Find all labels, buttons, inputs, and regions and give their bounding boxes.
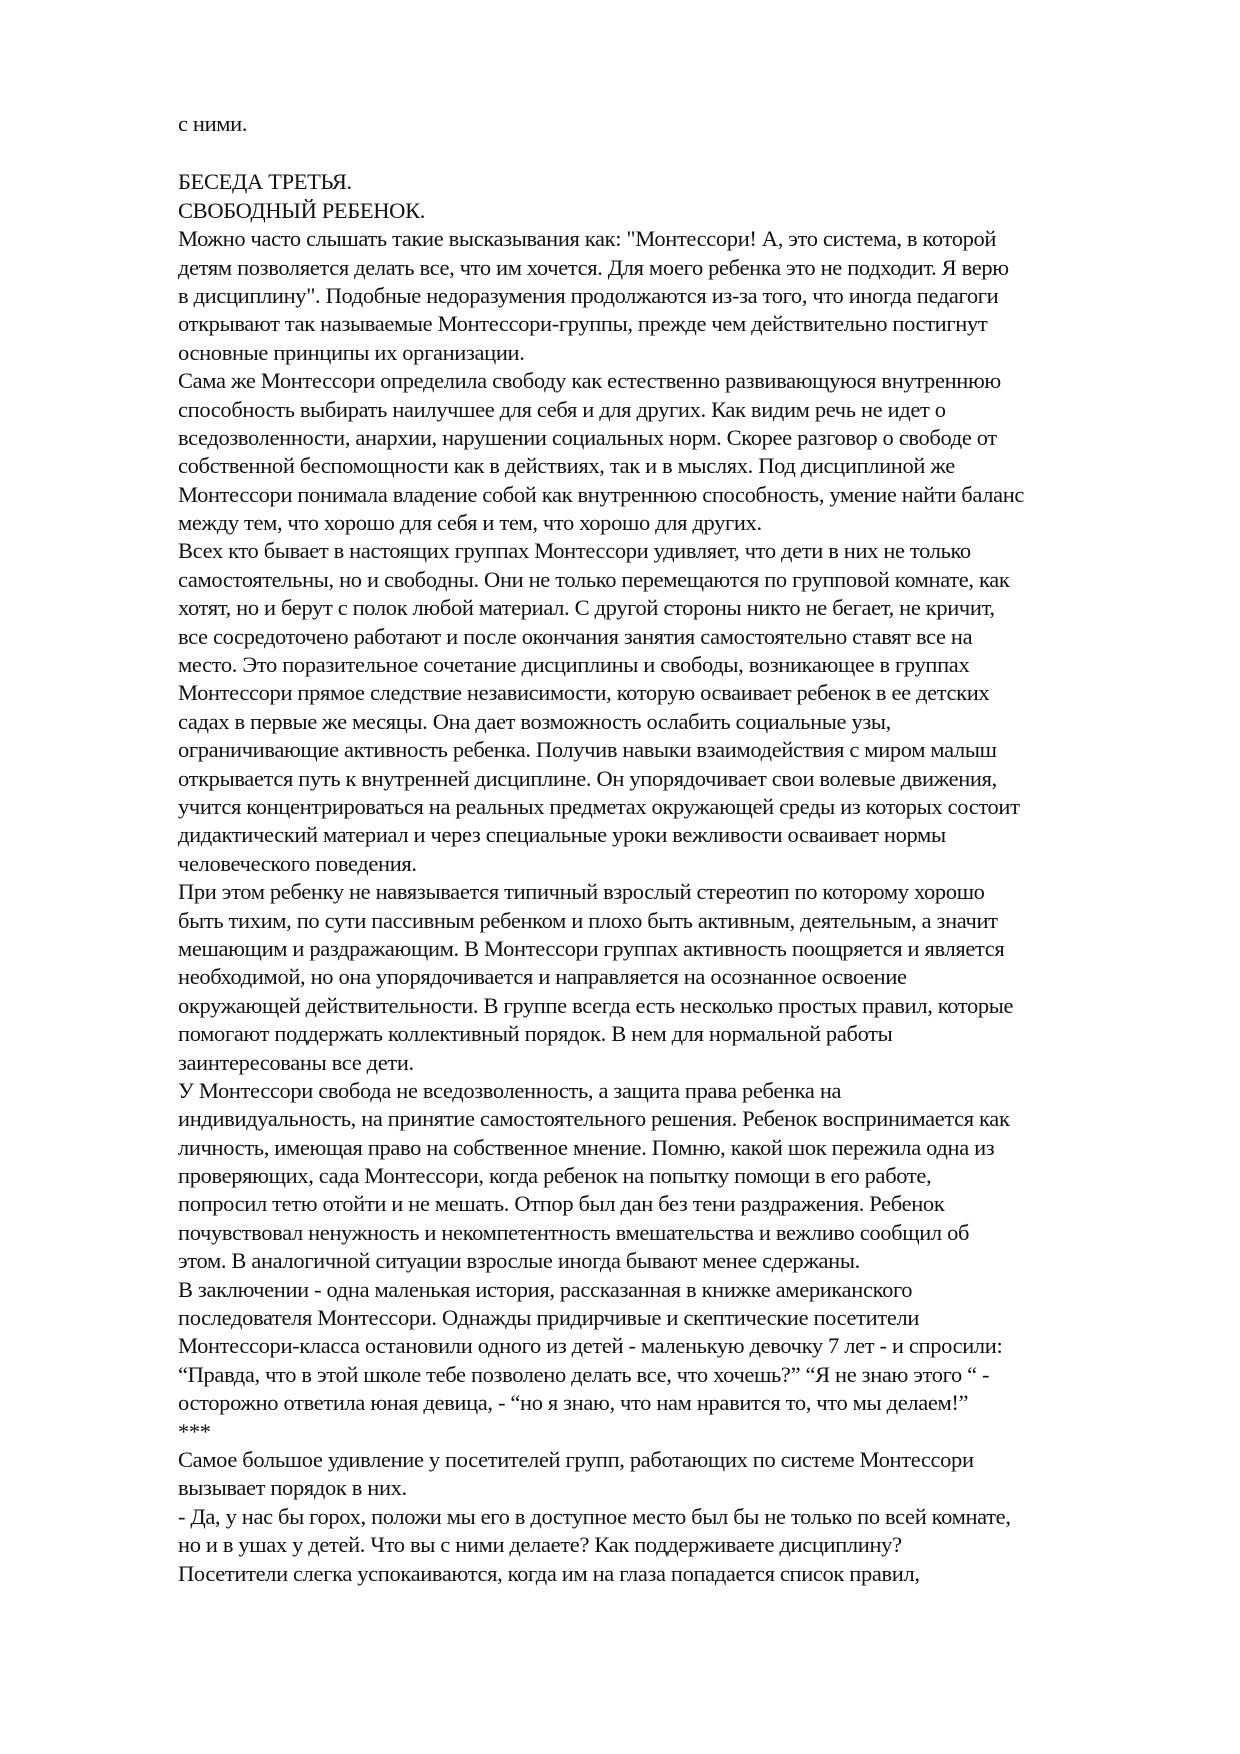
text-line: необходимой, но она упорядочивается и направляется на осознанное освоение [178, 964, 907, 990]
text-line: Всех кто бывает в настоящих группах Монтессори удивляет, что дети в них не только [178, 538, 971, 564]
text-line: последователя Монтессори. Однажды придирчивые и скептические посетители [178, 1305, 920, 1331]
text-line: Монтессори прямое следствие независимости, которую осваивает ребенок в ее детских [178, 680, 990, 706]
text-line: Посетители слегка успокаиваются, когда им на глаза попадается список правил, [178, 1560, 920, 1586]
heading-chapter: БЕСЕДА ТРЕТЬЯ. [178, 169, 352, 195]
text-line: человеческого поведения. [178, 850, 417, 876]
text-line: место. Это поразительное сочетание дисциплины и свободы, возникающее в группах [178, 652, 970, 678]
text-line: хотят, но и берут с полок любой материал. С другой стороны никто не бегает, не кричит, [178, 595, 995, 621]
text-line: между тем, что хорошо для себя и тем, что хорошо для других. [178, 510, 762, 536]
text-line: садах в первые же месяцы. Она дает возможность ослабить социальные узы, [178, 708, 891, 734]
text-line: В заключении - одна маленькая история, рассказанная в книжке американского [178, 1276, 913, 1302]
text-line: попросил тетю отойти и не мешать. Отпор был дан без тени раздражения. Ребенок [178, 1191, 945, 1217]
text-line: вседозволенности, анархии, нарушении социальных норм. Скорее разговор о свободе от [178, 424, 997, 450]
text-line: собственной беспомощности как в действиях, так и в мыслях. Под дисциплиной же [178, 453, 955, 479]
lead-line: с ними. [178, 111, 248, 136]
paragraph-gap [178, 138, 1188, 168]
text-line: При этом ребенку не навязывается типичный взрослый стереотип по которому хорошо [178, 879, 985, 905]
text-line: Монтессори понимала владение собой как внутреннюю способность, умение найти баланс [178, 481, 1025, 507]
text-line: ограничивающие активность ребенка. Получив навыки взаимодействия с миром малыш [178, 737, 997, 763]
text-line: способность выбирать наилучшее для себя и для других. Как видим речь не идет о [178, 396, 946, 422]
heading-title: СВОБОДНЫЙ РЕБЕНОК. [178, 197, 426, 223]
text-line: заинтересованы все дети. [178, 1049, 414, 1075]
text-line: помогают поддержать коллективный порядок. В нем для нормальной работы [178, 1021, 893, 1047]
text-line: почувствовал ненужность и некомпетентность вмешательства и вежливо сообщил об [178, 1219, 970, 1245]
text-line: “Правда, что в этой школе тебе позволено делать все, что хочешь?” “Я не знаю этого “ - [178, 1361, 990, 1387]
text-line: но и в ушах у детей. Что вы с ними делаете? Как поддерживаете дисциплину? [178, 1532, 902, 1558]
text-line: проверяющих, сада Монтессори, когда ребенок на попытку помощи в его работе, [178, 1163, 932, 1189]
text-line: открывается путь к внутренней дисциплине. Он упорядочивает свои волевые движения, [178, 765, 997, 791]
text-line: окружающей действительности. В группе всегда есть несколько простых правил, которые [178, 992, 1014, 1018]
text-line: все сосредоточено работают и после окончания занятия самостоятельно ставят все на [178, 623, 973, 649]
text-line: учится концентрироваться на реальных предметах окружающей среды из которых состоит [178, 793, 1020, 819]
text-line: дидактический материал и через специальные уроки вежливости осваивает нормы [178, 822, 946, 848]
text-line: Самое большое удивление у посетителей групп, работающих по системе Монтессори [178, 1446, 974, 1472]
text-line: основные принципы их организации. [178, 339, 525, 365]
text-line: Монтессори-класса остановили одного из детей - маленькую девочку 7 лет - и спросили: [178, 1333, 1003, 1359]
document-page [178, 110, 1188, 1588]
text-line: осторожно ответила юная девица, - “но я знаю, что нам нравится то, что мы делаем!” [178, 1390, 969, 1416]
text-line: вызывает порядок в них. [178, 1475, 407, 1501]
text-line: детям позволяется делать все, что им хочется. Для моего ребенка это не подходит. Я верю [178, 254, 1009, 280]
text-line: - Да, у нас бы горох, положи мы его в доступное место был бы не только по всей комнате, [178, 1503, 1011, 1529]
text-line: Можно часто слышать такие высказывания как: "Монтессори! А, это система, в которой [178, 226, 997, 252]
text-line: мешающим и раздражающим. В Монтессори группах активность поощряется и является [178, 935, 1005, 961]
text-line: индивидуальность, на принятие самостоятельного решения. Ребенок воспринимается как [178, 1106, 1010, 1132]
text-line: быть тихим, по сути пассивным ребенком и плохо быть активным, деятельным, а значит [178, 907, 998, 933]
text-line: Сама же Монтессори определила свободу как естественно развивающуюся внутреннюю [178, 368, 1001, 394]
text-line: самостоятельны, но и свободны. Они не только перемещаются по групповой комнате, как [178, 566, 1010, 592]
text-line: в дисциплину". Подобные недоразумения продолжаются из-за того, что иногда педагоги [178, 282, 999, 308]
text-line: открывают так называемые Монтессори-группы, прежде чем действительно постигнут [178, 311, 988, 337]
text-line: этом. В аналогичной ситуации взрослые иногда бывают менее сдержаны. [178, 1248, 860, 1274]
text-line: У Монтессори свобода не вседозволенность, а защита права ребенка на [178, 1077, 842, 1103]
text-line: личность, имеющая право на собственное мнение. Помню, какой шок пережила одна из [178, 1134, 995, 1160]
body-text [178, 225, 1188, 1588]
text-line: *** [178, 1418, 211, 1444]
